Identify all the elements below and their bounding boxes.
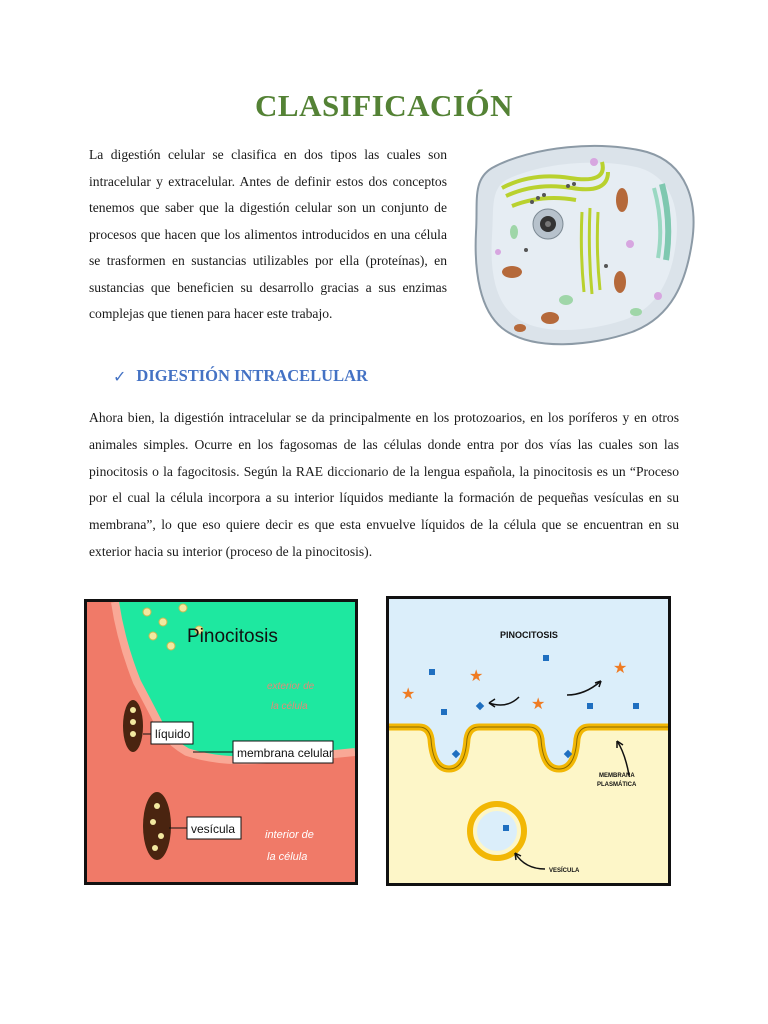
fig-left-label-liquid: líquido: [155, 727, 191, 741]
pinocitosis-figure-right: [386, 596, 671, 886]
fig-left-interior-1: interior de: [265, 829, 314, 841]
fig-left-label-membrane: membrana celular: [237, 746, 334, 760]
animal-cell-illustration: [472, 132, 698, 354]
section-heading-text: DIGESTIÓN INTRACELULAR: [136, 366, 368, 385]
page-title: CLASIFICACIÓN: [255, 88, 513, 123]
fig-left-title: Pinocitosis: [187, 626, 278, 647]
fig-left-interior-2: la célula: [267, 851, 308, 863]
svg-text:★: ★: [531, 696, 546, 713]
fig-right-membrane-2: PLASMÁTICA: [597, 782, 637, 788]
body-paragraph: Ahora bien, la digestión intracelular se da principalmente en los protozoarios, en los poríferos y en otros animales simples. Ocurre en los fagosomas de las células donde entra por dos vías las cuales son las pinocitosis o la fagocitosis. Según la RAE diccionario de la lengua española, la pinocitosis es un “Proceso por el cual la célula incorpora a su interior líquidos mediante la formación de pequeñas vesículas en su membrana”, lo que eso quiere decir es que esta envuelve líquidos de la célula que se encuentran en su exterior hacia su interior (proceso de la pinocitosis).: [89, 410, 679, 559]
fig-left-exterior-2: la célula: [271, 701, 308, 712]
section-heading: [113, 366, 368, 386]
fig-right-membrane-1: MEMBRANA: [599, 773, 635, 779]
intro-paragraph: La digestión celular se clasifica en dos tipos las cuales son intracelular y extracelular. Antes de definir estos dos conceptos tenemos que saber que la digestión celular son un conjunto de procesos que hacen que los alimentos introducidos en una célula se trasformen en sustancias utilizables por ella (proteínas), en sustancias que beneficien su desarrollo gracias a sus enzimas complejas que tienen para hacer este trabajo.: [89, 147, 447, 321]
fig-left-label-vesicle: vesícula: [191, 822, 236, 836]
fig-left-exterior-1: exterior de: [267, 681, 315, 692]
pinocitosis-figure-left: [84, 599, 358, 885]
svg-text:★: ★: [401, 686, 416, 703]
fig-right-label-vesicle: VESÍCULA: [549, 868, 580, 874]
check-icon: ✓: [113, 366, 127, 386]
fig-right-title: PINOCITOSIS: [500, 630, 558, 640]
svg-text:★: ★: [469, 668, 484, 685]
svg-text:★: ★: [613, 660, 628, 677]
